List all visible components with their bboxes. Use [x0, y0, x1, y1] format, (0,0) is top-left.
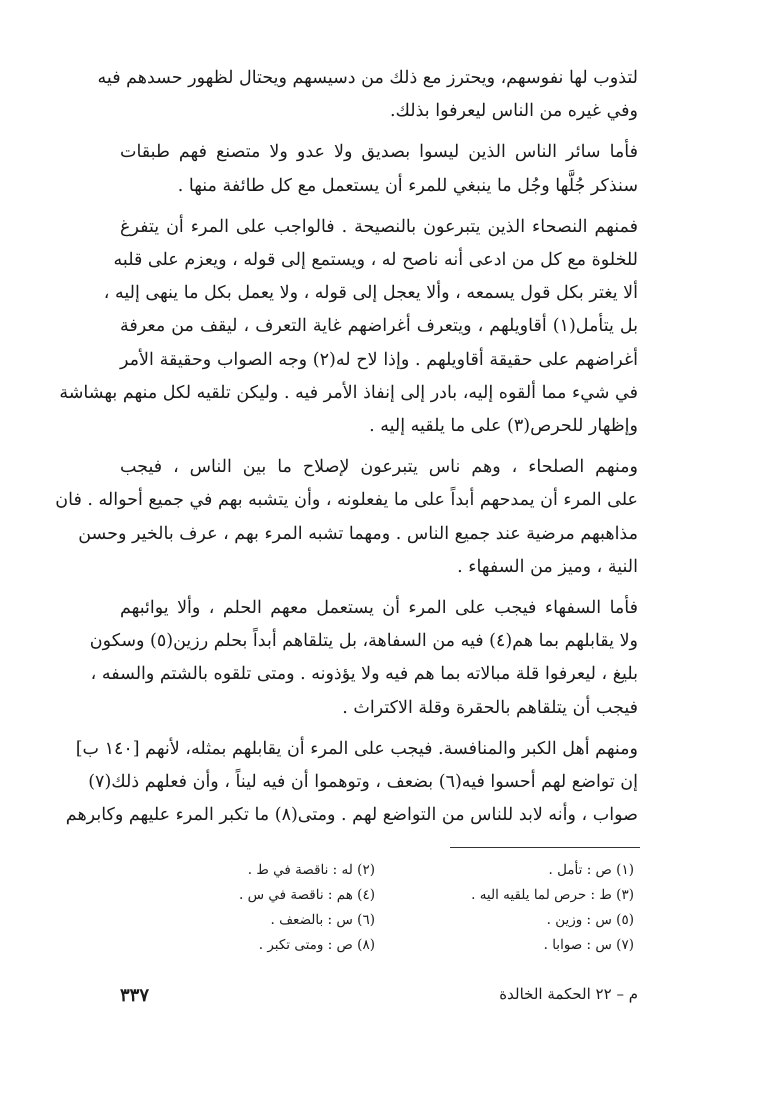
footnote-2: (٢) له : ناقصة في ط .	[247, 862, 375, 878]
text-line: على المرء أن يمدحهم أبداً على ما يفعلونه ، وأن يتشبه بهم في جميع أحواله . فان	[55, 490, 638, 511]
text-line: بليغ ، ليعرفوا قلة مبالاته بما هم فيه ولا يؤذونه . ومتى تلقوه بالشتم والسفه ،	[90, 664, 638, 685]
text-line: صواب ، وأنه لابد للناس من التواضع لهم . ومتى(٨) ما تكبر المرء عليهم وكابرهم	[65, 805, 638, 826]
text-line: لتذوب لها نفوسهم، ويحترز مع ذلك من دسيسهم ويحتال لظهور حسدهم فيه	[97, 68, 638, 88]
text-line: في شيء مما ألقوه إليه، بادر إلى إنفاذ الأمر فيه . وليكن تلقيه لكل منهم بهشاشة	[59, 382, 638, 403]
text-line: النية ، وميز من السفهاء .	[457, 556, 638, 577]
footnote-1: (١) ص : تأمل .	[548, 862, 634, 878]
page-footer	[120, 985, 638, 1006]
paragraph	[120, 136, 638, 202]
footnote-6: (٦) س : بالضعف .	[270, 912, 375, 928]
footnote-5: (٥) س : وزين .	[546, 912, 634, 928]
text-line: وإظهار للحرص(٣) على ما يلقيه إليه .	[369, 416, 638, 437]
footnotes	[120, 858, 638, 958]
text-line: للخلوة مع كل من ادعى أنه ناصح له ، ويستمع إلى قوله ، ويعزم على قلبه	[113, 250, 638, 271]
text-line: وفي غيره من الناس ليعرفوا بذلك.	[389, 101, 638, 122]
text-line: فأما السفهاء فيجب على المرء أن يستعمل معهم الحلم ، وألا يوائبهم	[120, 598, 638, 619]
text-line: ومنهم الصلحاء ، وهم ناس يتبرعون لإصلاح ما بين الناس ، فيجب	[120, 457, 638, 478]
footnote-3: (٣) ط : حرص لما يلقيه اليه .	[471, 887, 634, 903]
text-line: ألا يغتر بكل قول يسمعه ، وألا يعجل إلى قوله ، ولا يعمل بكل ما ينهى إليه ،	[103, 283, 638, 304]
footnote-4: (٤) هم : ناقصة في س .	[239, 887, 375, 903]
footnote-row	[120, 858, 638, 883]
paragraph	[55, 451, 638, 584]
paragraph	[65, 733, 638, 833]
text-line: ومنهم أهل الكبر والمنافسة. فيجب على المرء أن يقابلهم بمثله، لأنهم [١٤٠ ب]	[75, 738, 638, 759]
text-line: إن تواضع لهم أحسوا فيه(٦) بضعف ، وتوهموا أن فيه ليناً ، وأن فعلهم ذلك(٧)	[88, 772, 638, 793]
paragraph	[97, 62, 638, 128]
text-line: ولا يقابلهم بما هم(٤) فيه من السفاهة، بل يتلقاهم أبداً بحلم رزين(٥) وسكون	[89, 631, 638, 652]
text-line: بل يتأمل(١) أقاويلهم ، ويتعرف أغراضهم غاية التعرف ، ليقف من معرفة	[120, 316, 639, 337]
footnote-row	[120, 933, 638, 958]
text-line: مذاهبهم مرضية عند جميع الناس . ومهما تشبه المرء بهم ، عرف بالخير وحسن	[78, 523, 638, 544]
page-number: ٣٣٧	[120, 985, 150, 1006]
running-title: م – ٢٢ الحكمة الخالدة	[499, 985, 638, 1003]
footnote-8: (٨) ص : ومتى تكبر .	[258, 937, 375, 953]
text-line: أغراضهم على حقيقة أقاويلهم . وإذا لاح له(٢) وجه الصواب وحقيقة الأمر	[120, 349, 638, 370]
footnote-separator	[450, 847, 640, 848]
text-line: سنذكر جُلَّها وجُل ما ينبغي للمرء أن يستعمل مع كل طائفة منها .	[177, 175, 638, 196]
text-line: فمنهم النصحاء الذين يتبرعون بالنصيحة . فالواجب على المرء أن يتفرغ	[120, 216, 638, 237]
footnote-row	[120, 908, 638, 933]
footnote-row	[120, 883, 638, 908]
main-text	[55, 62, 639, 840]
paragraph	[89, 592, 638, 725]
text-line: فأما سائر الناس الذين ليسوا بصديق ولا عدو ولا متصنع فهم طبقات	[120, 142, 638, 163]
paragraph	[59, 211, 639, 443]
text-line: فيجب أن يتلقاهم بالحقرة وقلة الاكتراث .	[342, 697, 638, 718]
footnote-7: (٧) س : صوابا .	[543, 937, 634, 953]
